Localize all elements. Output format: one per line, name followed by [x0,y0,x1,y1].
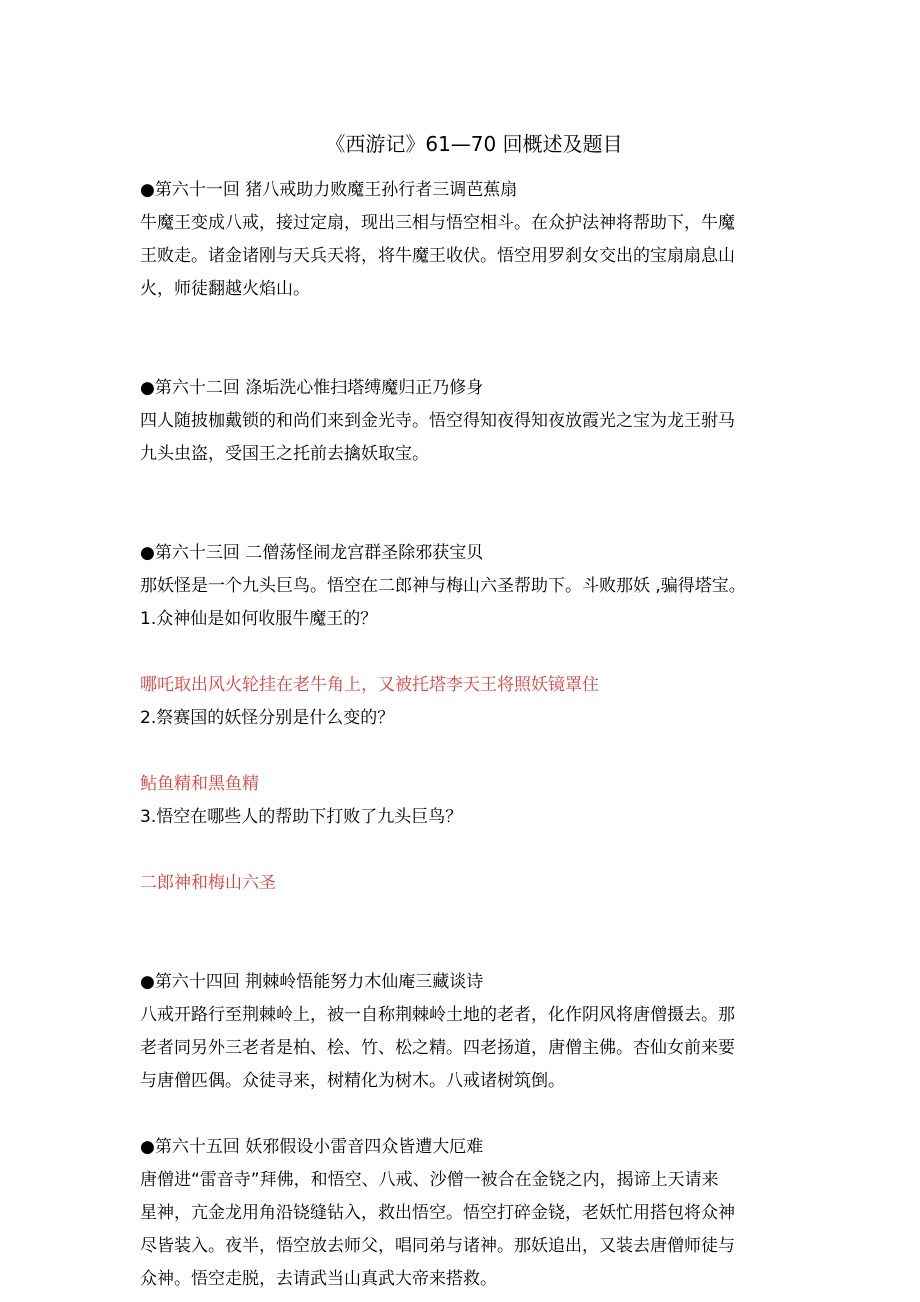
document-page [140,128,790,1296]
answer-text: 哪吒取出风火轮挂在老牛角上，又被托塔李天王将照妖镜罩住 [140,675,599,695]
chapter-summary-line: 火，师徒翻越火焰山。 [140,279,310,299]
chapter-heading: ●第六十五回 妖邪假设小雷音四众皆遭大厄难 [140,1137,484,1157]
chapter-summary-line: 王败走。诸金诸刚与天兵天将，将牛魔王收伏。悟空用罗刹女交出的宝扇扇息山 [140,246,735,266]
chapter-summary-line: 老者同另外三老者是柏、桧、竹、松之精。四老扬道，唐僧主佛。杏仙女前来要 [140,1038,735,1058]
question-text: 3.悟空在哪些人的帮助下打败了九头巨鸟？ [140,807,463,827]
chapter-heading: ●第六十三回 二僧荡怪闹龙宫群圣除邪获宝贝 [140,543,484,563]
question-text: 2.祭赛国的妖怪分别是什么变的？ [140,708,395,728]
answer-text: 二郎神和梅山六圣 [140,873,276,893]
chapter-summary-line: 尽皆装入。夜半，悟空放去师父，唱同弟与诸神。那妖追出，又装去唐僧师徒与 [140,1236,735,1256]
chapter-summary-line: 与唐僧匹偶。众徒寻来，树精化为树木。八戒诸树筑倒。 [140,1071,565,1091]
question-text: 1.众神仙是如何收服牛魔王的？ [140,609,378,629]
chapter-summary-line: 牛魔王变成八戒，接过定扇，现出三相与悟空相斗。在众护法神将帮助下，牛魔 [140,213,735,233]
chapter-heading: ●第六十一回 猪八戒助力败魔王孙行者三调芭蕉扇 [140,180,518,200]
chapter-summary-line: 九头虫盗，受国王之托前去擒妖取宝。 [140,444,429,464]
chapter-summary-line: 众神。悟空走脱，去请武当山真武大帝来搭救。 [140,1269,497,1289]
answer-text: 鲇鱼精和黑鱼精 [140,774,259,794]
chapter-heading: ●第六十四回 荆棘岭悟能努力木仙庵三藏谈诗 [140,972,484,992]
chapter-summary-line: 八戒开路行至荆棘岭上，被一自称荆棘岭土地的老者，化作阴风将唐僧摄去。那 [140,1005,735,1025]
chapter-summary-line: 四人随披枷戴锁的和尚们来到金光寺。悟空得知夜得知夜放霞光之宝为龙王驸马 [140,411,735,431]
document-title: 《西游记》61—70 回概述及题目 [325,132,623,156]
chapter-summary-line: 唐僧进“雷音寺”拜佛，和悟空、八戒、沙僧一被合在金铙之内，揭谛上天请来 [140,1170,719,1190]
chapter-summary-line: 星神，亢金龙用角沿铙缝钻入，救出悟空。悟空打碎金铙，老妖忙用搭包将众神 [140,1203,735,1223]
chapter-summary-line: 那妖怪是一个九头巨鸟。悟空在二郎神与梅山六圣帮助下。斗败那妖 ,骗得塔宝。 [140,576,746,596]
chapter-heading: ●第六十二回 涤垢洗心惟扫塔缚魔归正乃修身 [140,378,484,398]
